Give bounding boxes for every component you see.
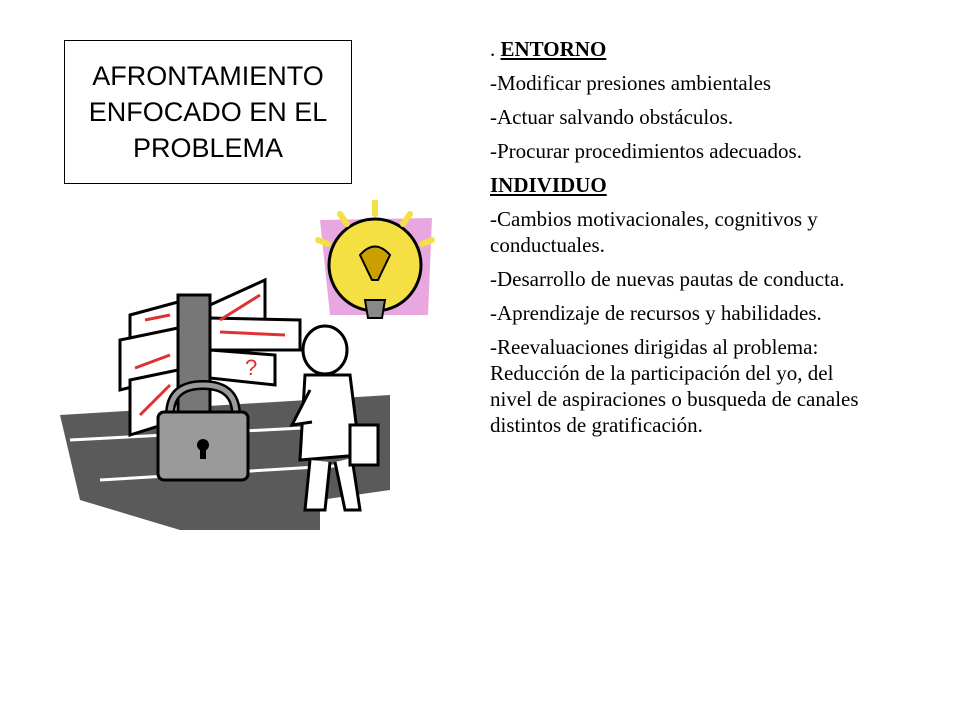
entorno-heading: ENTORNO xyxy=(500,37,607,61)
content-column xyxy=(490,36,870,446)
individuo-heading: INDIVIDUO xyxy=(490,173,607,197)
road-side-shape xyxy=(80,500,320,530)
individuo-item: -Reevaluaciones dirigidas al problema: Reducción de la participación del yo, del nivel de aspiraciones o busqueda de canales distintos de gratificación. xyxy=(490,335,859,437)
lightbulb-icon xyxy=(318,202,432,318)
entorno-item: -Modificar presiones ambientales xyxy=(490,71,772,95)
bullet-prefix: . xyxy=(490,37,501,61)
individuo-item: -Aprendizaje de recursos y habilidades. xyxy=(490,301,822,325)
section-entorno xyxy=(490,36,870,62)
individuo-item: -Cambios motivacionales, cognitivos y conductuales. xyxy=(490,207,818,257)
entorno-item: -Procurar procedimientos adecuados. xyxy=(490,139,802,163)
section-individuo xyxy=(490,172,870,198)
slide-title: AFRONTAMIENTO ENFOCADO EN EL PROBLEMA xyxy=(88,61,328,163)
illustration xyxy=(60,200,460,530)
question-mark: ? xyxy=(245,355,258,380)
entorno-item: -Actuar salvando obstáculos. xyxy=(490,105,734,129)
title-box xyxy=(64,40,352,184)
individuo-item: -Desarrollo de nuevas pautas de conducta. xyxy=(490,267,845,291)
